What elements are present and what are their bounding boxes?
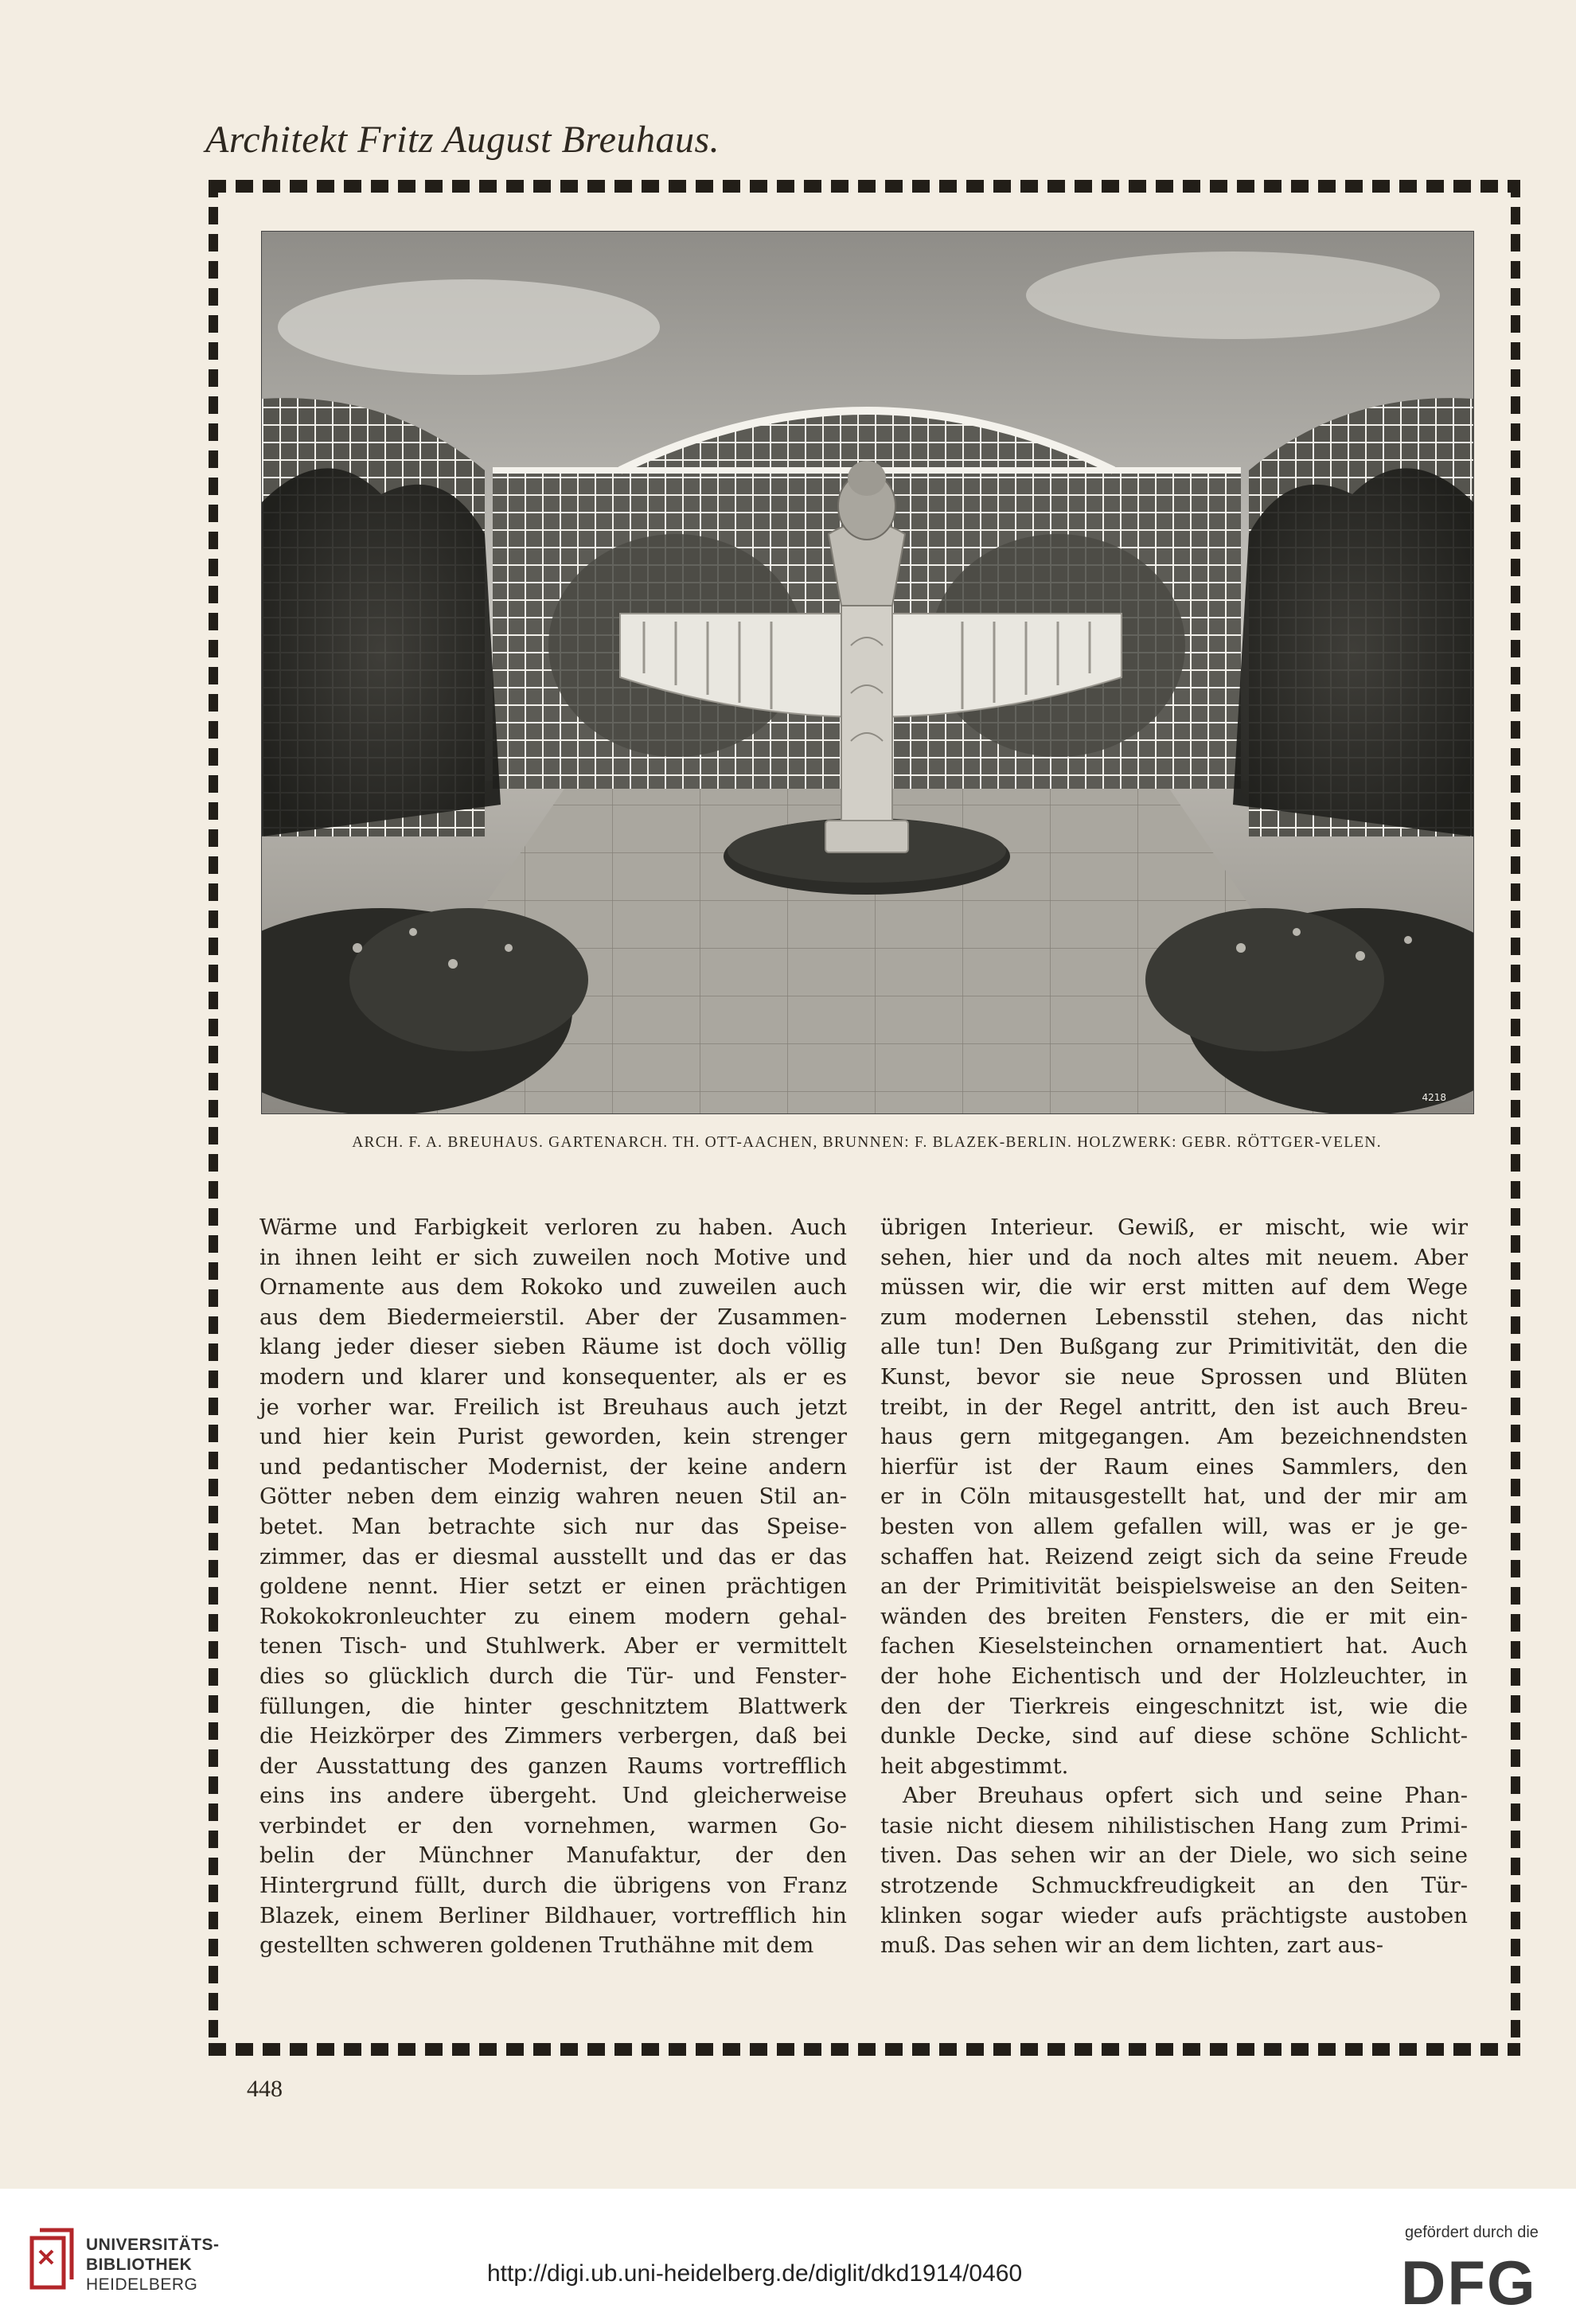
text-line: Kunst, bevor sie neue Sprossen und Blüten — [880, 1363, 1468, 1390]
text-line: Aber Breuhaus opfert sich und seine Phan- — [903, 1783, 1468, 1809]
page-number: 448 — [247, 2076, 283, 2102]
text-line: füllungen, die hinter geschnitztem Blattwerk — [259, 1693, 847, 1719]
text-line: zum modernen Lebensstil stehen, das nicht — [880, 1304, 1468, 1330]
text-line: Blazek, einem Berliner Bildhauer, vortrefflich hin — [259, 1902, 847, 1928]
frame-border-top — [209, 180, 1520, 193]
text-line: den der Tierkreis eingeschnitzt ist, wie die — [880, 1693, 1468, 1719]
text-line: schaffen hat. Reizend zeigt sich da seine Freude — [880, 1543, 1468, 1569]
frame-border-left — [209, 180, 218, 2056]
source-url-link[interactable]: http://digi.ub.uni-heidelberg.de/diglit/dkd1914/0460 — [487, 2260, 1023, 2287]
text-line: dies so glücklich durch die Tür- und Fenster- — [259, 1663, 847, 1689]
text-line: heit abgestimmt. — [880, 1753, 1069, 1779]
text-line: betet. Man betrachte sich nur das Speise- — [259, 1513, 847, 1539]
text-line: müssen wir, die wir erst mitten auf dem Wege — [880, 1274, 1468, 1300]
text-line: alle tun! Den Bußgang zur Primitivität, den die — [880, 1334, 1468, 1360]
text-line: aus dem Biedermeierstil. Aber der Zusammen- — [259, 1304, 847, 1330]
page-header: Architekt Fritz August Breuhaus. — [205, 119, 720, 161]
text-line: und pedantischer Modernist, der keine andern — [259, 1453, 847, 1480]
digitization-footer — [0, 2189, 1576, 2324]
photo-plate-number: 4218 — [1422, 1092, 1446, 1103]
text-line: hierfür ist der Raum eines Sammlers, den — [880, 1453, 1468, 1480]
text-line: modern und klarer und konsequenter, als er es — [259, 1363, 847, 1390]
text-line: haus gern mitgegangen. Am bezeichnendsten — [880, 1424, 1468, 1450]
library-name-line1: UNIVERSITÄTS- — [86, 2236, 220, 2254]
garden-photograph — [261, 231, 1474, 1114]
frame-border-right — [1511, 180, 1520, 2056]
text-line: Hintergrund füllt, durch die übrigens von Franz — [259, 1873, 847, 1899]
text-line: wänden des breiten Fensters, die er mit ein- — [880, 1603, 1468, 1629]
text-line: dunkle Decke, sind auf diese schöne Schlicht- — [880, 1723, 1468, 1749]
text-line: verbindet er den vornehmen, warmen Go- — [259, 1812, 847, 1839]
text-line: der hohe Eichentisch und der Holzleuchter, in — [880, 1663, 1468, 1689]
library-name-line3: HEIDELBERG — [86, 2275, 198, 2294]
university-library-logo-icon — [29, 2227, 75, 2291]
text-column-right — [880, 1213, 1468, 1961]
library-name — [86, 2235, 220, 2295]
text-line: übrigen Interieur. Gewiß, er mischt, wie wir — [880, 1215, 1468, 1240]
text-line: tiven. Das sehen wir an der Diele, wo sich seine — [880, 1842, 1468, 1869]
text-line: der Ausstattung des ganzen Raums vortrefflich — [259, 1753, 847, 1779]
text-line: in ihnen leiht er sich zuweilen noch Motive und — [259, 1244, 847, 1270]
text-line: Wärme und Farbigkeit verloren zu haben. Auch — [259, 1215, 847, 1240]
text-line: fachen Kieselsteinchen ornamentiert hat. Auch — [880, 1633, 1468, 1659]
text-line: treibt, in der Regel antritt, den ist auch Breu- — [880, 1394, 1468, 1420]
photo-caption: ARCH. F. A. BREUHAUS. GARTENARCH. TH. OTT-AACHEN, BRUNNEN: F. BLAZEK-BERLIN. HOLZWERK: GEBR. RÖTTGER-VELEN. — [352, 1134, 1382, 1151]
text-line: Rokokokronleuchter zu einem modern gehal- — [259, 1603, 847, 1629]
text-line: sehen, hier und da noch altes mit neuem. Aber — [880, 1244, 1468, 1270]
text-line: an der Primitivität beispielsweise an den Seiten- — [880, 1573, 1468, 1600]
text-line: goldene nennt. Hier setzt er einen prächtigen — [259, 1573, 847, 1600]
library-name-line2: BIBLIOTHEK — [86, 2256, 193, 2274]
text-line: Ornamente aus dem Rokoko und zuweilen auch — [259, 1274, 847, 1300]
text-line: tenen Tisch- und Stuhlwerk. Aber er vermittelt — [259, 1633, 847, 1659]
text-column-left — [259, 1213, 847, 1961]
funding-text: gefördert durch die — [1405, 2224, 1539, 2241]
text-line: muß. Das sehen wir an dem lichten, zart aus- — [880, 1932, 1384, 1959]
text-line: klang jeder dieser sieben Räume ist doch völlig — [259, 1334, 847, 1360]
text-line: er in Cöln mitausgestellt hat, und der mir am — [880, 1484, 1468, 1510]
text-line: die Heizkörper des Zimmers verbergen, daß bei — [259, 1723, 847, 1749]
text-line: belin der Münchner Manufaktur, der den — [259, 1842, 847, 1869]
frame-border-bottom — [209, 2043, 1520, 2056]
text-line: gestellten schweren goldenen Truthähne mit dem — [259, 1932, 814, 1959]
text-line: strotzende Schmuckfreudigkeit an den Tür- — [880, 1873, 1468, 1899]
text-line: tasie nicht diesem nihilistischen Hang zum Primi- — [880, 1812, 1468, 1839]
text-line: klinken sogar wieder aufs prächtigste austoben — [880, 1902, 1468, 1928]
text-line: je vorher war. Freilich ist Breuhaus auch jetzt — [259, 1394, 847, 1420]
text-line: eins ins andere übergeht. Und gleicherweise — [259, 1783, 847, 1809]
text-line: besten von allem gefallen will, was er je ge- — [880, 1513, 1468, 1539]
text-line: und hier kein Purist geworden, kein strenger — [259, 1424, 847, 1450]
dfg-logo: DFG — [1401, 2248, 1537, 2318]
text-line: zimmer, das er diesmal ausstellt und das er das — [259, 1543, 847, 1569]
text-line: Götter neben dem einzig wahren neuen Stil an- — [259, 1484, 847, 1510]
